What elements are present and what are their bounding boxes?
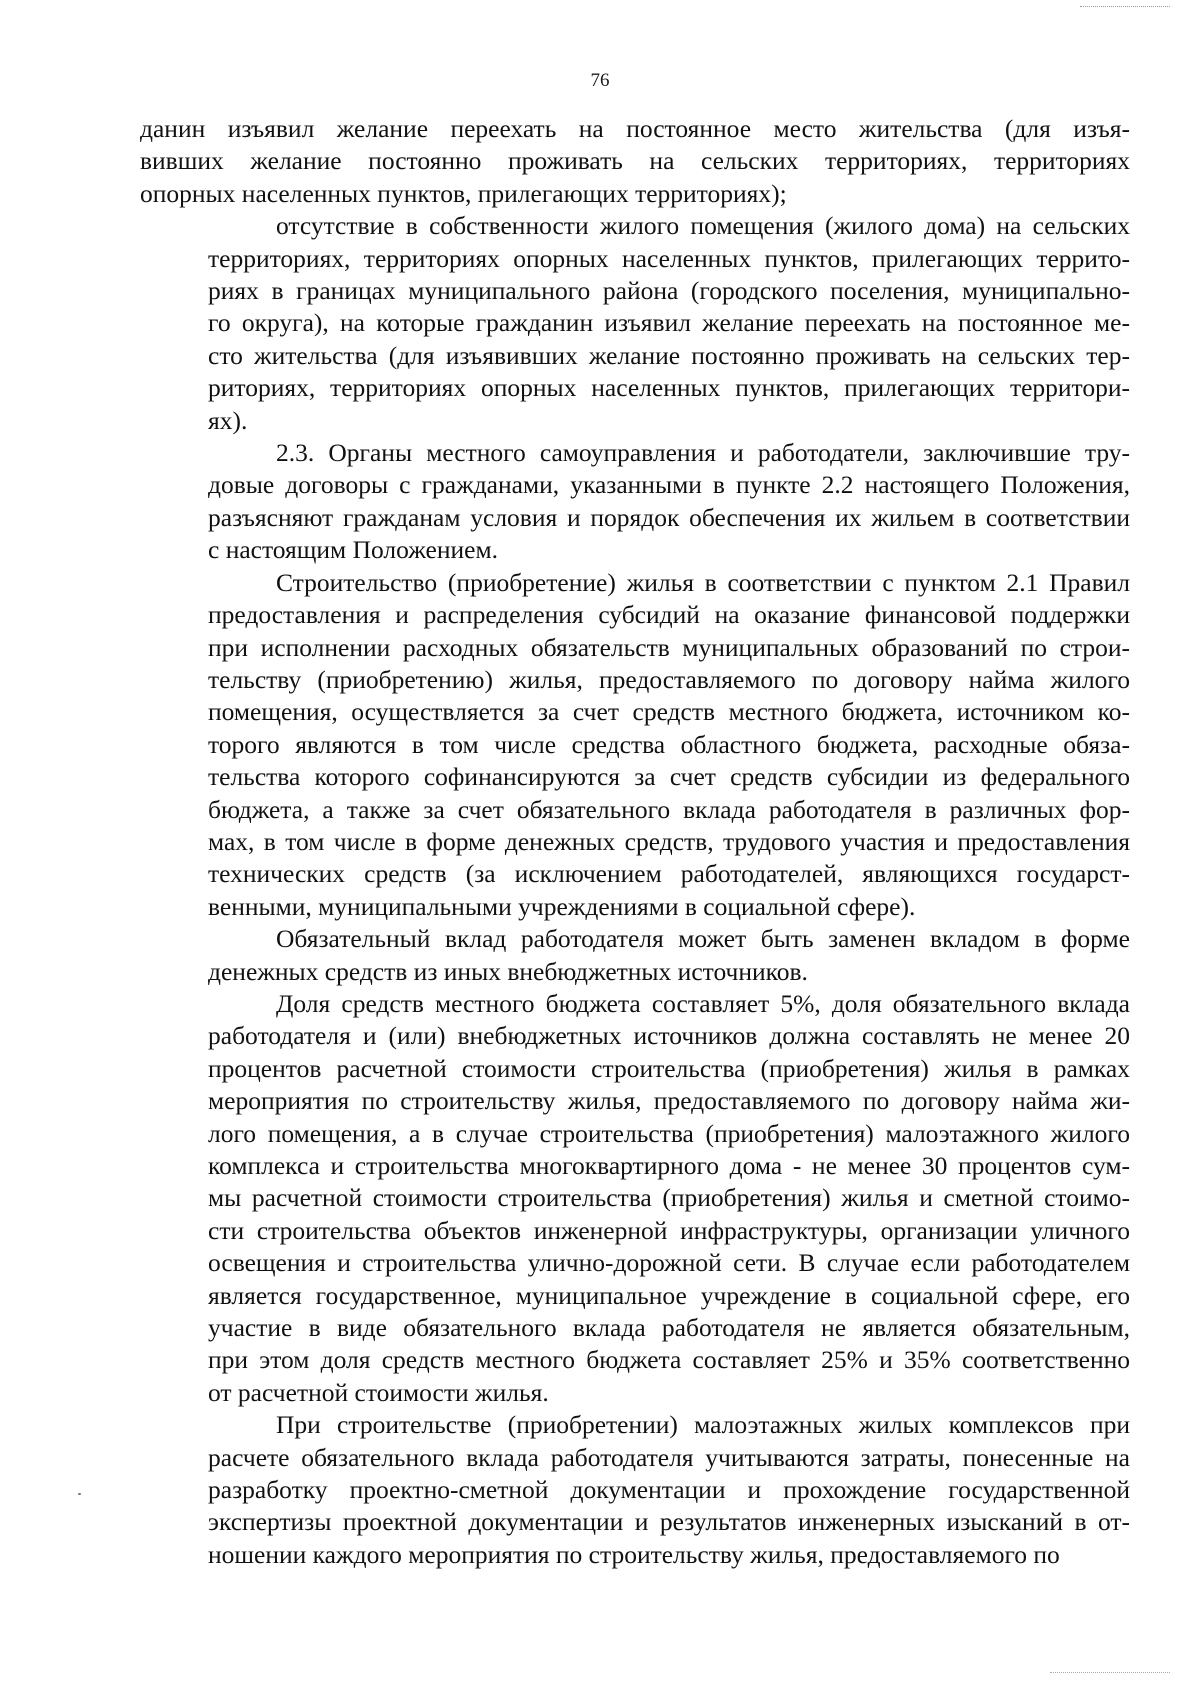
text-line: бюджета, а также за счет обязательного вклада работодателя в различных фор- (208, 794, 1130, 824)
scan-edge-mark-top (1080, 0, 1170, 7)
text-line: от расчетной стоимости жилья. (208, 1377, 549, 1407)
text-line: при этом доля средств местного бюджета составляет 25% и 35% соответственно (208, 1345, 1130, 1375)
text-line: ношении каждого мероприятия по строительству жилья, предоставляемого по (208, 1539, 1060, 1569)
text-line: венными, муниципальными учреждениями в социальной сфере). (208, 891, 916, 921)
text-line: го округа), на которые гражданин изъявил желание переехать на постоянное ме- (208, 308, 1130, 338)
paragraph-5 (140, 923, 1130, 988)
scan-speck (78, 1493, 81, 1495)
text-line: участие в виде обязательного вклада работодателя не является обязательным, (208, 1313, 1130, 1343)
text-line: технических средств (за исключением работодателей, являющихся государст- (208, 859, 1130, 889)
paragraph-6 (140, 988, 1130, 1409)
text-line: расчете обязательного вклада работодателя учитываются затраты, понесенные на (208, 1442, 1130, 1472)
text-line: Обязательный вклад работодателя может быть заменен вкладом в форме (276, 924, 1130, 954)
text-line: данин изъявил желание переехать на постоянное место жительства (для изъя- (140, 114, 1130, 143)
text-line: является государственное, муниципальное учреждение в социальной сфере, его (208, 1280, 1130, 1310)
text-line: торого являются в том числе средства областного бюджета, расходные обяза- (208, 729, 1130, 759)
text-line: вивших желание постоянно проживать на сельских территориях, территориях (140, 146, 1130, 176)
text-line: разъясняют гражданам условия и порядок обеспечения их жильем в соответствии (208, 502, 1130, 532)
text-line: риях в границах муниципального района (городского поселения, муниципально- (208, 276, 1130, 306)
text-line: экспертизы проектной документации и результатов инженерных изысканий в от- (208, 1507, 1130, 1537)
text-line: помещения, осуществляется за счет средств местного бюджета, источником ко- (208, 697, 1130, 727)
text-line: тельству (приобретению) жилья, предоставляемого по договору найма жилого (208, 664, 1130, 694)
text-line: с настоящим Положением. (208, 535, 498, 565)
text-line: При строительстве (приобретении) малоэтажных жилых комплексов при (276, 1410, 1130, 1440)
paragraph-4 (140, 567, 1130, 923)
text-line: предоставления и распределения субсидий на оказание финансовой поддержки (208, 600, 1130, 630)
text-line: 2.3. Органы местного самоуправления и работодатели, заключившие тру- (276, 438, 1130, 468)
text-line: ях). (208, 405, 248, 435)
text-line: риториях, территориях опорных населенных пунктов, прилегающих территори- (208, 373, 1130, 403)
text-line: мероприятия по строительству жилья, предоставляемого по договору найма жи- (208, 1086, 1130, 1116)
text-line: довые договоры с гражданами, указанными в пункте 2.2 настоящего Положения, (208, 470, 1130, 500)
text-line: Строительство (приобретение) жилья в соответствии с пунктом 2.1 Правил (276, 567, 1130, 597)
scan-edge-mark-bottom (1050, 1672, 1170, 1679)
text-line: работодателя и (или) внебюджетных источников должна составлять не менее 20 (208, 1021, 1130, 1051)
text-line: процентов расчетной стоимости строительства (приобретения) жилья в рамках (208, 1053, 1130, 1083)
text-line: освещения и строительства улично-дорожной сети. В случае если работодателем (208, 1248, 1130, 1278)
text-line: лого помещения, а в случае строительства (приобретения) малоэтажного жилого (208, 1118, 1130, 1148)
text-line: территориях, территориях опорных населенных пунктов, прилегающих террито- (208, 243, 1130, 273)
text-line: мы расчетной стоимости строительства (приобретения) жилья и сметной стоимо- (208, 1183, 1130, 1213)
text-line: сти строительства объектов инженерной инфраструктуры, организации уличного (208, 1215, 1130, 1245)
text-line: тельства которого софинансируются за счет средств субсидии из федерального (208, 762, 1130, 792)
text-line: денежных средств из иных внебюджетных источников. (208, 956, 808, 986)
text-line: отсутствие в собственности жилого помещения (жилого дома) на сельских (276, 211, 1130, 241)
text-line: разработку проектно-сметной документации и прохождение государственной (208, 1475, 1130, 1505)
text-line: опорных населенных пунктов, прилегающих территориях); (140, 178, 787, 208)
text-line: сто жительства (для изъявивших желание постоянно проживать на сельских тер- (208, 340, 1130, 370)
paragraph-7 (140, 1409, 1130, 1571)
page-number: 76 (590, 70, 610, 91)
text-line: мах, в том числе в форме денежных средств, трудового участия и предоставления (208, 826, 1130, 856)
text-line: комплекса и строительства многоквартирного дома - не менее 30 процентов сум- (208, 1151, 1130, 1180)
paragraph-3 (140, 437, 1130, 567)
paragraph-1 (140, 113, 1130, 210)
text-line: Доля средств местного бюджета составляет 5%, доля обязательного вклада (276, 988, 1130, 1018)
text-line: при исполнении расходных обязательств муниципальных образований по строи- (208, 632, 1130, 662)
document-body (140, 113, 1130, 1571)
paragraph-2 (140, 210, 1130, 437)
